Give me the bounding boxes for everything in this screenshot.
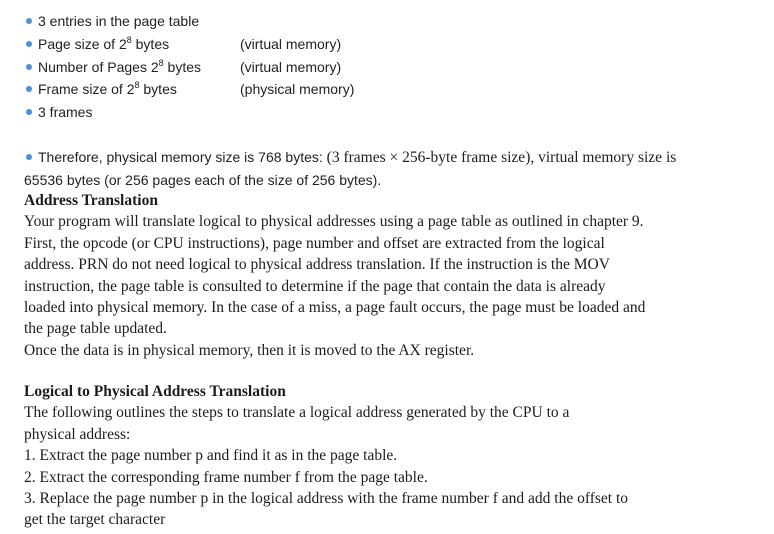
step-item: 3. Replace the page number p in the logical address with the frame number f and add the offset to [24, 490, 629, 508]
step-item: 2. Extract the corresponding frame number f from the page table. [24, 468, 428, 486]
list-item-text: 3 entries in the page table [38, 13, 200, 29]
list-item [24, 78, 764, 101]
bullet-icon [26, 18, 32, 24]
step-item: 1. Extract the page number p and find it as in the page table. [24, 447, 398, 465]
bullet-icon [26, 154, 32, 160]
summary-continuation: 65536 bytes (or 256 pages each of the size of 256 bytes). [24, 172, 382, 188]
paragraph-line: Once the data is in physical memory, then it is moved to the AX register. [24, 341, 475, 359]
list-item-text: Page size of $2^8$ bytes [38, 34, 170, 52]
list-item-text: 3 frames [38, 104, 93, 121]
list-item-note: (virtual memory) [240, 35, 342, 52]
address-translation-section [24, 190, 764, 361]
summary-detail: (3 frames × 256-byte frame size), virtual memory size is [322, 149, 677, 166]
list-item [24, 56, 764, 79]
bullet-icon [26, 86, 32, 92]
list-item [24, 33, 764, 56]
paragraph-line: the page table updated. [24, 320, 167, 338]
memory-size-summary [24, 146, 754, 192]
bullet-icon [26, 64, 32, 70]
list-item-note: (physical memory) [240, 81, 355, 98]
logical-to-physical-section [24, 381, 764, 531]
list-item-note: (virtual memory) [240, 58, 342, 75]
bullet-icon [26, 109, 32, 115]
bullet-icon [26, 41, 32, 47]
paragraph-line: physical address: [24, 425, 131, 443]
list-item [24, 10, 764, 33]
paragraph-line: The following outlines the steps to translate a logical address generated by the CPU to a [24, 404, 570, 422]
section-heading: Address Translation [24, 192, 158, 209]
memory-spec-list [24, 10, 764, 124]
list-item-text: Number of Pages $2^8$ bytes [38, 57, 201, 75]
summary-lead: Therefore, physical memory size is 768 bytes: [38, 149, 323, 165]
list-item-text: Frame size of $2^8$ bytes [38, 80, 177, 98]
step-item: get the target character [24, 511, 166, 529]
paragraph-line: Your program will translate logical to physical addresses using a page table as outlined in chapter 9. [24, 213, 644, 231]
paragraph-line: instruction, the page table is consulted to determine if the page that contain the data is already [24, 277, 606, 295]
section-heading: Logical to Physical Address Translation [24, 383, 286, 400]
list-item [24, 101, 764, 124]
paragraph-line: address. PRN do not need logical to physical address translation. If the instruction is the MOV [24, 256, 610, 274]
paragraph-line: First, the opcode (or CPU instructions), page number and offset are extracted from the logical [24, 234, 605, 252]
paragraph-line: loaded into physical memory. In the case of a miss, a page fault occurs, the page must be loaded and [24, 299, 646, 317]
